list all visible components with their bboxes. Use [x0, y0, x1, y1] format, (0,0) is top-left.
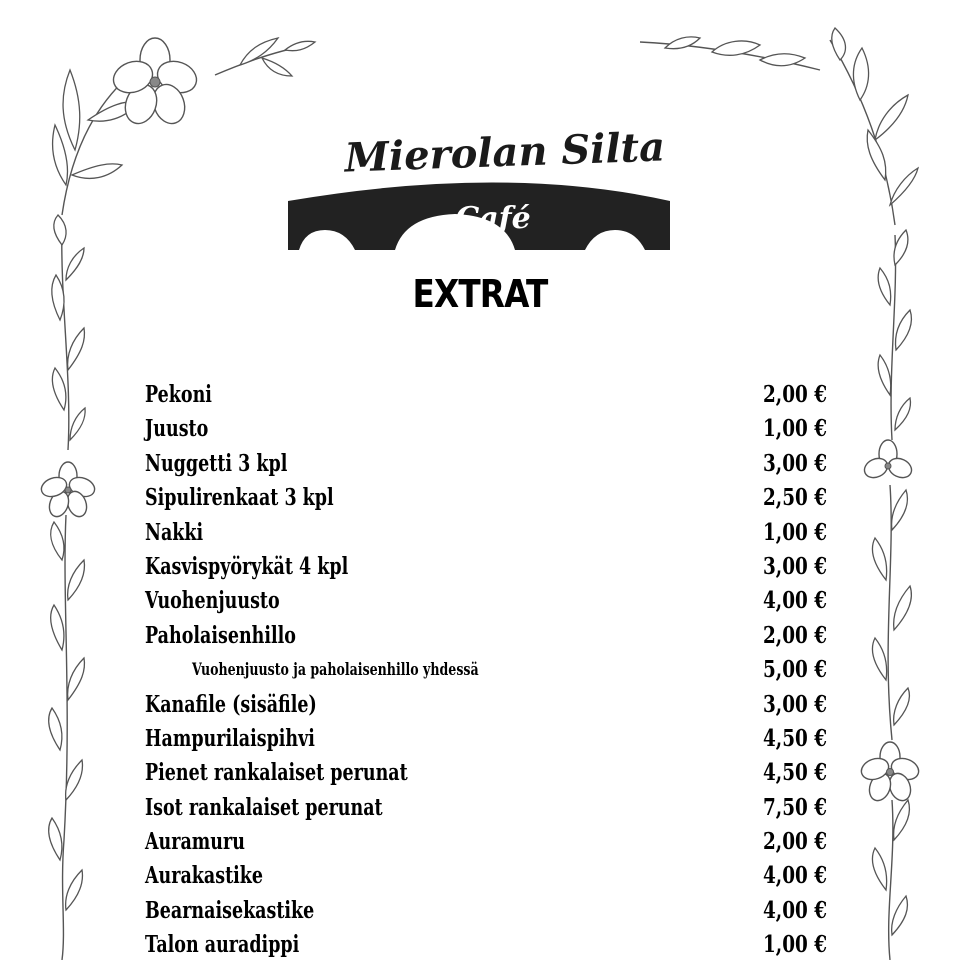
- menu-item-name: Nuggetti 3 kpl: [145, 449, 288, 477]
- leaf-branch-icon: [878, 230, 911, 440]
- menu-item-name: Kasvispyörykät 4 kpl: [145, 552, 349, 580]
- menu-item-price: 7,50 €: [762, 793, 827, 821]
- menu-item-price: 3,00 €: [762, 690, 827, 718]
- menu-item: [145, 447, 827, 481]
- menu-item: [145, 791, 827, 825]
- menu-item-name: Pekoni: [145, 381, 212, 408]
- menu-item-name: Hampurilaispihvi: [145, 724, 315, 752]
- menu-item-price: 5,00 €: [762, 656, 827, 684]
- logo-subtitle: Café: [455, 201, 531, 236]
- menu-item-price: 4,00 €: [762, 896, 827, 924]
- flower-icon: [858, 742, 921, 804]
- price-list: [145, 378, 827, 963]
- logo-name: Mierolan Silta: [343, 123, 666, 182]
- menu-item-price: 1,00 €: [762, 931, 827, 959]
- menu-item: [145, 481, 827, 515]
- menu-item-name: Kanafile (sisäfile): [145, 690, 317, 718]
- menu-item: [145, 584, 827, 618]
- menu-item-price: 4,50 €: [762, 724, 827, 752]
- menu-item-price: 1,00 €: [762, 415, 827, 443]
- leaf-branch-icon: [49, 515, 85, 960]
- menu-item: [145, 550, 827, 584]
- menu-item-price: 2,50 €: [762, 484, 827, 512]
- leaf-branch-icon: [873, 800, 910, 960]
- section-heading: EXTRAT: [412, 272, 548, 316]
- menu-item: [145, 894, 827, 928]
- menu-item-name: Vuohenjuusto: [145, 587, 280, 615]
- menu-item: [145, 516, 827, 550]
- menu-item-price: 2,00 €: [762, 828, 827, 856]
- leaf-branch-icon: [52, 215, 85, 450]
- menu-item: [145, 688, 827, 722]
- menu-item: [145, 756, 827, 790]
- menu-item-name: Bearnaisekastike: [145, 896, 315, 924]
- flower-icon: [39, 462, 98, 519]
- flower-icon: [861, 440, 914, 481]
- menu-item: [145, 825, 827, 859]
- menu-item-price: 3,00 €: [762, 449, 827, 477]
- menu-item: [145, 619, 827, 653]
- menu-item: [145, 378, 827, 412]
- menu-item-name: Nakki: [145, 518, 204, 546]
- menu-item-price: 1,00 €: [762, 518, 827, 546]
- menu-item-name: Sipulirenkaat 3 kpl: [145, 484, 334, 512]
- menu-item-name: Auramuru: [145, 828, 245, 856]
- menu-item-price: 3,00 €: [762, 552, 827, 580]
- leaf-branch-icon: [873, 485, 912, 740]
- menu-item-price: 2,00 €: [762, 381, 827, 408]
- menu-item-price: 4,00 €: [762, 862, 827, 890]
- menu-item: [145, 859, 827, 893]
- cafe-logo: [285, 118, 725, 263]
- bridge-icon: [285, 118, 725, 263]
- menu-item: [145, 653, 827, 687]
- menu-item-price: 4,00 €: [762, 587, 827, 615]
- menu-item-name: Aurakastike: [145, 862, 264, 890]
- menu-item-price: 2,00 €: [762, 621, 827, 649]
- menu-item: [145, 412, 827, 446]
- menu-item-name: Paholaisenhillo: [145, 621, 296, 649]
- menu-item: [145, 722, 827, 756]
- menu-item-name: Pienet rankalaiset perunat: [145, 759, 408, 787]
- menu-item-name: Isot rankalaiset perunat: [145, 793, 383, 821]
- menu-item: [145, 928, 827, 962]
- menu-item-price: 4,50 €: [762, 759, 827, 787]
- menu-item-name: Talon auradippi: [145, 931, 300, 959]
- menu-item-name: Vuohenjuusto ja paholaisenhillo yhdessä: [192, 660, 479, 681]
- menu-item-name: Juusto: [145, 415, 209, 443]
